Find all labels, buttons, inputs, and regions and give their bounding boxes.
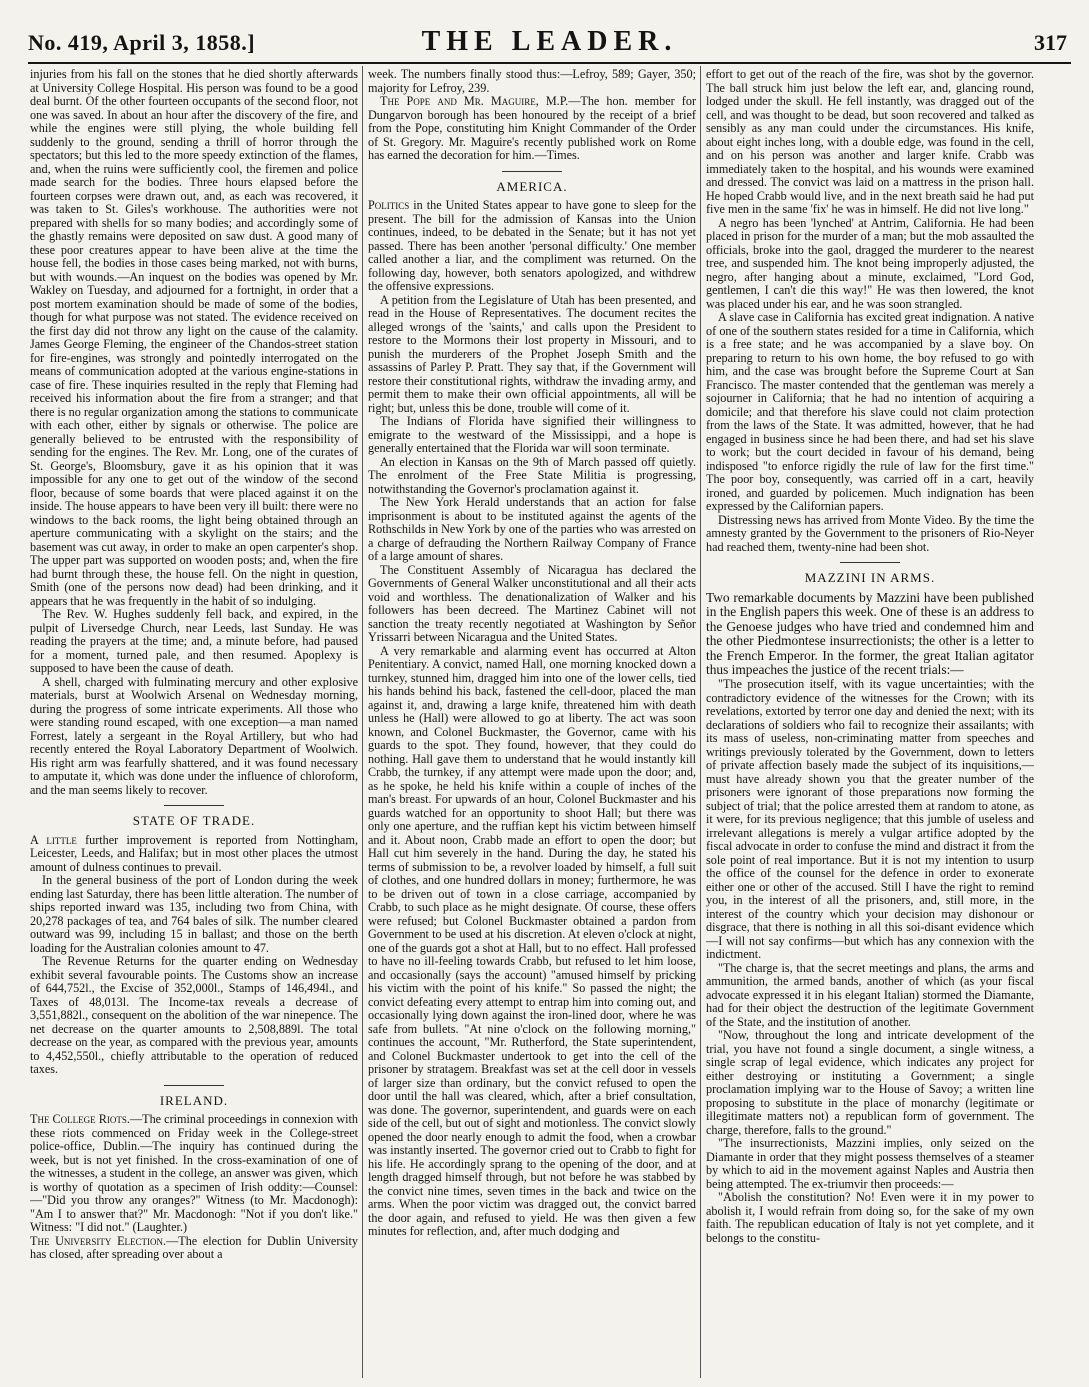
mazzini-quote-1: "The prosecution itself, with its vague uncertainties; with the contradictory evidence of the witnesses for the Crown; with its revelations, extorted by terror one day and denied the next; with its declarations of soldiers who fail to recognize their assailants; with its mass of useless, non-criminating matter from speeches and writings previously tolerated by the Government, down to letters of private affection basely made the subject of its inquisitions,—must have already shown you that the greater number of the prisoners were ignorant of those preparations now forming the subject of trial; that the police arrested them at random to atone, as it were, for its previous negligence; that this jumble of useless and irrelevant allegations is merely a vulgar artifice adopted by the fiscal advocate in order to confuse the mind and distract it from the sole point of real importance. But it is not my intention to usurp the office of the counsel for the defence in order to exonerate either one or other of the accused. Still I have the right to remind you, in the interest of all the prisoners, and, still more, in the interest of the country which your decision may dishonour or disgrace, that there is nothing in all this soi-disant evidence which—I will not say confirms—but which has any connexion with the indictment. <box>706 677 1034 962</box>
paragraph-text: —The election for Dublin University has closed, after spreading over about a <box>30 1233 358 1261</box>
hughes-paragraph: The Rev. W. Hughes suddenly fell back, and expired, in the pulpit of Liversedge Church, near Leeds, last Sunday. He was reading the prayers at the time; and, a minute before, had paused for a moment, turned pale, and then resumed. Apoplexy is supposed to have been the cause of death. <box>30 607 358 675</box>
section-rule <box>502 171 562 172</box>
alton-continued: effort to get out of the reach of the fire, was shot by the governor. The ball struck him just below the left ear, and, glancing round, lodged under the skull. He fell instantly, was dragged out of the cell, and was thought to be dead, but soon recovered and talked as sensibly as any man could under the circumstances. His knife, about eight inches long, with a double edge, was found in the cell, and on his person was another and larger knife. Crabb was immediately taken to the hospital, and his wounds were examined and dressed. The convict was laid on a mattress in the prison hall. He hoped Crabb would live, and in the next breath said he had put five men in the same 'fix' he was in himself. He did not live long." <box>706 68 1034 216</box>
america-paragraph-2: A petition from the Legislature of Utah has been presented, and read in the House of Representatives. The document recites the alleged wrongs of the 'saints,' and calls upon the President to restore to the Mormons their lost property in Missouri, and to punish the murderers of the Prophet Joseph Smith and the assassins of Parley P. Pratt. They say that, if the Government will restore their constitutional rights, withdraw the invading army, and permit them to make their own official appointments, all will be right; but, unless this be done, trouble will come of it. <box>368 292 696 415</box>
america-paragraph-1 <box>368 199 696 294</box>
lynching-paragraph: A negro has been 'lynched' at Antrim, California. He had been placed in prison for the murder of a man; but the mob assaulted the officials, broke into the gaol, dragged the murderer to the nearest tree, and suspended him. The knot being improperly adjusted, the negro, after hanging about a minute, exclaimed, "Lord God, gentlemen, I can't die this way!" He was then lowered, the knot was placed under his ear, and he was soon strangled. <box>706 215 1034 311</box>
column-3 <box>706 68 1034 1374</box>
america-paragraph-4: An election in Kansas on the 9th of March passed off quietly. The enrolment of the Free State Militia is progressing, notwithstanding the Governor's proclamation against it. <box>368 454 696 496</box>
mazzini-quote-2: "The charge is, that the secret meetings and plans, the arms and ammunition, the armed bands, another of which (as your fiscal advocate expressed it in his elegant Italian) stormed the Diamante, had for their object the destruction of the legitimate Government of the State, and the institution of another. <box>706 960 1034 1029</box>
masthead-rule <box>28 62 1071 64</box>
trade-paragraph-2: In the general business of the port of London during the week ending last Saturday, there has been little alteration. The number of ships reported inward was 135, including two from China, with 20,278 packages of tea, and 764 bales of silk. The number cleared outward was 99, including 15 in ballast; and those on the berth loading for the Australian colonies amount to 47. <box>30 873 358 955</box>
masthead <box>28 22 1071 60</box>
election-continued: week. The numbers finally stood thus:—Lefroy, 589; Gayer, 350; majority for Lefroy, 239. <box>368 68 696 95</box>
section-rule <box>840 562 900 563</box>
slave-case-paragraph: A slave case in California has excited great indignation. A native of one of the southern states resided for a time in California, which is a free state; and he was accompanied by a slave boy. On preparing to return to his own home, the boy refused to go with him, and the case was brought before the Supreme Court at San Francisco. The master contended that the gentleman was merely a sojourner in California; that he had no intention of acquiring a domicile; and that therefore his slave could not claim protection from the laws of the State. It was admitted, however, that he had engaged in business since he had been there, and had set his slave to work; but the court decided in favour of his demand, being indisposed "to enforce rigidly the rule of law for the first time." The poor boy, consequently, was carried off in a cart, heavily ironed, and guarded by policemen. Much indignation has been expressed by the Californian papers. <box>706 310 1034 513</box>
mazzini-intro: Two remarkable documents by Mazzini have been published in the English papers this week. One of these is an address to the Genoese judges who have tried and condemned him and the other Piedmontese insurrectionists; the other is a letter to the French Emperor. In the former, the great Italian agitator thus impeaches the justice of the recent trials:— <box>706 589 1034 678</box>
lead-words: Politics <box>368 198 410 212</box>
america-paragraph-7: A very remarkable and alarming event has occurred at Alton Penitentiary. A convict, named Hall, one morning knocked down a turnkey, stunned him, dragged him into one of the lower cells, tied his hands behind his back, fastened the cell-door, placed the man against it, and, drawing a large knife, threatened him with death unless he (Hall) were allowed to go at liberty. The act was soon known, and Colonel Buckmaster, the Governor, came with his guards to the spot. They found, however, that they could do nothing. Hall gave them to understand that he would instantly kill Crabb, the turnkey, if any attempt were made upon the door; and, as he spoke, he held his knife within a couple of inches of the man's breast. For upwards of an hour, Colonel Buckmaster and his guards watched for an opportunity to shoot Hall; but there was only one aperture, and the ruffian kept his victim between himself and it. About noon, Crabb made an effort to open the door; but Hall cut him severely in the hand. During the day, he stated his terms of submission to be, a revolver loaded by himself, a full suit of clothes, and one hundred dollars in money; furthermore, he was to be driven out of town in a close carriage, accompanied by Crabb, to such place as he might designate. Of course, these offers were refused; but Colonel Buckmaster obtained a pardon from Government to be used at his discretion. At eleven o'clock at night, one of the guards got a shot at Hall, but to no effect. Hall professed to have no ill-feeling towards Crabb, but refused to let him loose, and occasionally (says the account) "amused himself by pricking his victim with the point of his knife." So passed the night; the convict defeating every attempt to entrap him into coming out, and occasionally lying down against the iron-lined door, where he was safe from bullets. "At nine o'clock on the following morning," continues the account, "Mr. Rutherford, the State superintendent, and Colonel Buckmaster undertook to get into the cell of the prisoner by stratagem. Breakfast was set at the cell door in vessels of larger size than ordinary, but the convict refused to open the door until the hall was cleared, which, after a brief consultation, was done. The governor, superintendent, and guards were on each side of the cell, but out of sight and motionless. The convict slowly opened the door nearly enough to admit the food, when a crowbar was instantly inserted. The governor cried out to Crabb to fight for his life. He accordingly sprang to the opening of the door, and at length dragged himself through, but not before he was stabbed by the convict nine times, seven times in the back and twice on the arms. When the poor victim was dragged out, the convict barred the door again, and refused to yield. He was then given a few minutes for reflection, and, after much dodging and <box>368 643 696 1238</box>
column-2 <box>368 68 696 1374</box>
column-divider <box>362 66 363 1378</box>
section-rule <box>164 1085 224 1086</box>
lead-words: The University Election. <box>30 1233 167 1248</box>
america-paragraph-3: The Indians of Florida have signified their willingness to emigrate to the westward of the Mississippi, and a hope is generally entertained that the Florida war will soon terminate. <box>368 414 696 455</box>
woolwich-paragraph: A shell, charged with fulminating mercury and other explosive materials, burst at Woolwich Arsenal on Wednesday morning, during the progress of some intricate experiments. All those who were standing round escaped, with one exception—a man named Forrest, lately a sergeant in the Royal Artillery, but who had recently entered the Royal Laboratory Department of Woolwich. His right arm was fearfully shattered, and it was found necessary to amputate it, which was done under the influence of chloroform, and the man seems likely to recover. <box>30 674 358 797</box>
newspaper-title: THE LEADER. <box>421 26 678 57</box>
monte-video-paragraph: Distressing news has arrived from Monte Video. By the time the amnesty granted by the Government to the prisoners of Rio-Neyer had reached them, twenty-nine had been shot. <box>706 512 1034 554</box>
paragraph-text: —The hon. member for Dungarvon borough has been honoured by the receipt of a brief from the Pope, constituting him Knight Commander of the Order of St. Gregory. Mr. Maguire's recently published work on Rome has earned the decoration for him.—Times. <box>368 94 696 162</box>
college-riots-paragraph <box>30 1113 358 1235</box>
issue-line: No. 419, April 3, 1858.] <box>28 30 256 55</box>
mazzini-quote-5: "Abolish the constitution? No! Even were it in my power to abolish it, I would refrain from doing so, for the sake of my own faith. The republican education of Italy is not yet complete, and it belongs to the constitu- <box>706 1190 1034 1245</box>
paragraph-text: further improvement is reported from Nottingham, Leicester, Leeds, and Halifax; but in most other places the utmost amount of dulness continues to prevail. <box>30 832 358 874</box>
page-number: 317 <box>1034 30 1067 55</box>
column-divider <box>700 66 701 1378</box>
trade-paragraph-1 <box>30 834 358 875</box>
section-title-mazzini: MAZZINI IN ARMS. <box>804 570 936 585</box>
fire-paragraph: injuries from his fall on the stones that he died shortly afterwards at University College Hospital. His person was found to be a good deal burnt. Of the other fourteen occupants of the second floor, not one was saved. In about an hour after the discovery of the fire, and while the engines were still plying, the whole building fell suddenly to the ground, sending a thrill of horror through the spectators; but this led to the more speedy extinction of the flames, and, when the ruins were sufficiently cool, the firemen and police made search for the bodies. Three hours elapsed before the fourteen corpses were drawn out, and, as each was recovered, it was taken to St. Giles's workhouse. The authorities were not prepared with shells for so many bodies; and accordingly some of the ghastly remains were deposited on saw dust. A good many of these poor creatures appear to have been alive at the time the house fell, the bodies in those cases being marked, not with burns, but with wounds.—An inquest on the bodies was opened by Mr. Wakley on Tuesday, and adjourned for a fortnight, in order that a post mortem examination should be made of some of the bodies, though for what purpose was not stated. The evidence received on the first day did not throw any light on the cause of the calamity. James George Fleming, the engineer of the Chandos-street station for fire-engines, was strongly and pointedly interrogated on the means of communication adopted at the various engine-stations in case of fire. These inquiries resulted in the reply that Fleming had received his information about the fire from a stranger; and that there is no regular organization among the stations to communicate with each other, either by signals or otherwise. The police are generally believed to be entrusted with the responsibility of sending for the engines. The Rev. Mr. Long, one of the curates of St. George's, Bloomsbury, gave it as his opinion that it was impossible for any one to get out of the window of the second floor, because of some boards that were placed against it on the inside. The house appears to have been very ill built: there were no windows to the back rooms, the light being obtained through an aperture communicating with a skylight on the stairs; and the basement was cut away, in order to make an open carpenter's shop. The upper part was supported on wooden posts; and, when the fire had burnt through these, the house fell. On the night in question, Smith (one of the persons now dead) had been drinking, and it appears that he was frequently in the habit of so indulging. <box>30 68 358 608</box>
lead-words: The College Riots. <box>30 1112 130 1126</box>
mazzini-quote-3: "Now, throughout the long and intricate development of the trial, you have not found a single document, a single witness, a single scrap of legal evidence, which indicates any project for either destroying or instituting a Government; a single proclamation implying war to the House of Savoy; a written line proposing to substitute in the place of monarchy (legitimate or illegitimate matters not) a republican form of government. The charge, therefore, falls to the ground." <box>706 1028 1034 1137</box>
lead-words: The Pope and Mr. Maguire, M.P. <box>380 94 569 108</box>
pope-paragraph <box>368 95 696 163</box>
paragraph-text: in the United States appear to have gone to sleep for the present. The bill for the admission of Kansas into the Union continues, indeed, to be debated in the Senate; but it has not yet passed. There has been another 'personal difficulty.' One member called another a liar, and the compliment was returned. On the following day, however, both senators apologized, and withdrew the offensive expressions. <box>368 198 696 293</box>
mazzini-quote-4: "The insurrectionists, Mazzini implies, only seized on the Diamante in order that they might possess themselves of a steamer by which to aid in the movement against Naples and Austria then being attempted. The ex-triumvir then proceeds:— <box>706 1136 1034 1191</box>
section-rule <box>164 805 224 806</box>
lead-words: A little <box>30 832 77 847</box>
section-title-ireland: IRELAND. <box>159 1092 229 1108</box>
section-title-america: AMERICA. <box>496 178 568 194</box>
america-paragraph-5: The New York Herald understands that an action for false imprisonment is about to be instituted against the agents of the Rothschilds in New York by one of the parties who was arrested on a charge of defrauding the Northern Railway Company of France of a large amount of shares. <box>368 495 696 563</box>
paragraph-text: —The criminal proceedings in connexion with these riots commenced on Friday week in the College-street police-office, Dublin.—The inquiry has continued during the week, but is not yet finished. In the cross-examination of one of the witnesses, a student in the college, an answer was given, which is worthy of quotation as a specimen of Irish oddity:—Counsel:—"Did you throw any oranges?" Witness (to Mr. Macdonogh): "Am I to answer that?" Mr. Macdonogh: "Not if you don't like." Witness: "I did not." (Laughter.) <box>30 1112 358 1234</box>
section-title-trade: STATE OF TRADE. <box>132 813 256 828</box>
column-1 <box>30 68 358 1374</box>
election-paragraph <box>30 1235 358 1262</box>
trade-paragraph-3: The Revenue Returns for the quarter ending on Wednesday exhibit several favourable points. The Customs show an increase of 644,752l., the Excise of 352,000l., Stamps of 146,494l., and Taxes of 48,013l. The Income-tax reveals a decrease of 3,551,882l., consequent on the abolition of the war ninepence. The net decrease on the quarter amounts to 2,508,889l. The total decrease on the year, as compared with the previous year, amounts to 4,452,550l., chiefly attributable to the operation of reduced taxes. <box>30 954 358 1076</box>
america-paragraph-6: The Constituent Assembly of Nicaragua has declared the Governments of General Walker unconstitutional and all their acts void and worthless. The denationalization of Walker and his followers has been decreed. The Martinez Cabinet will not sanction the treaty recently negotiated at Washington by Señor Yrissarri between Nicaragua and the United States. <box>368 562 696 644</box>
